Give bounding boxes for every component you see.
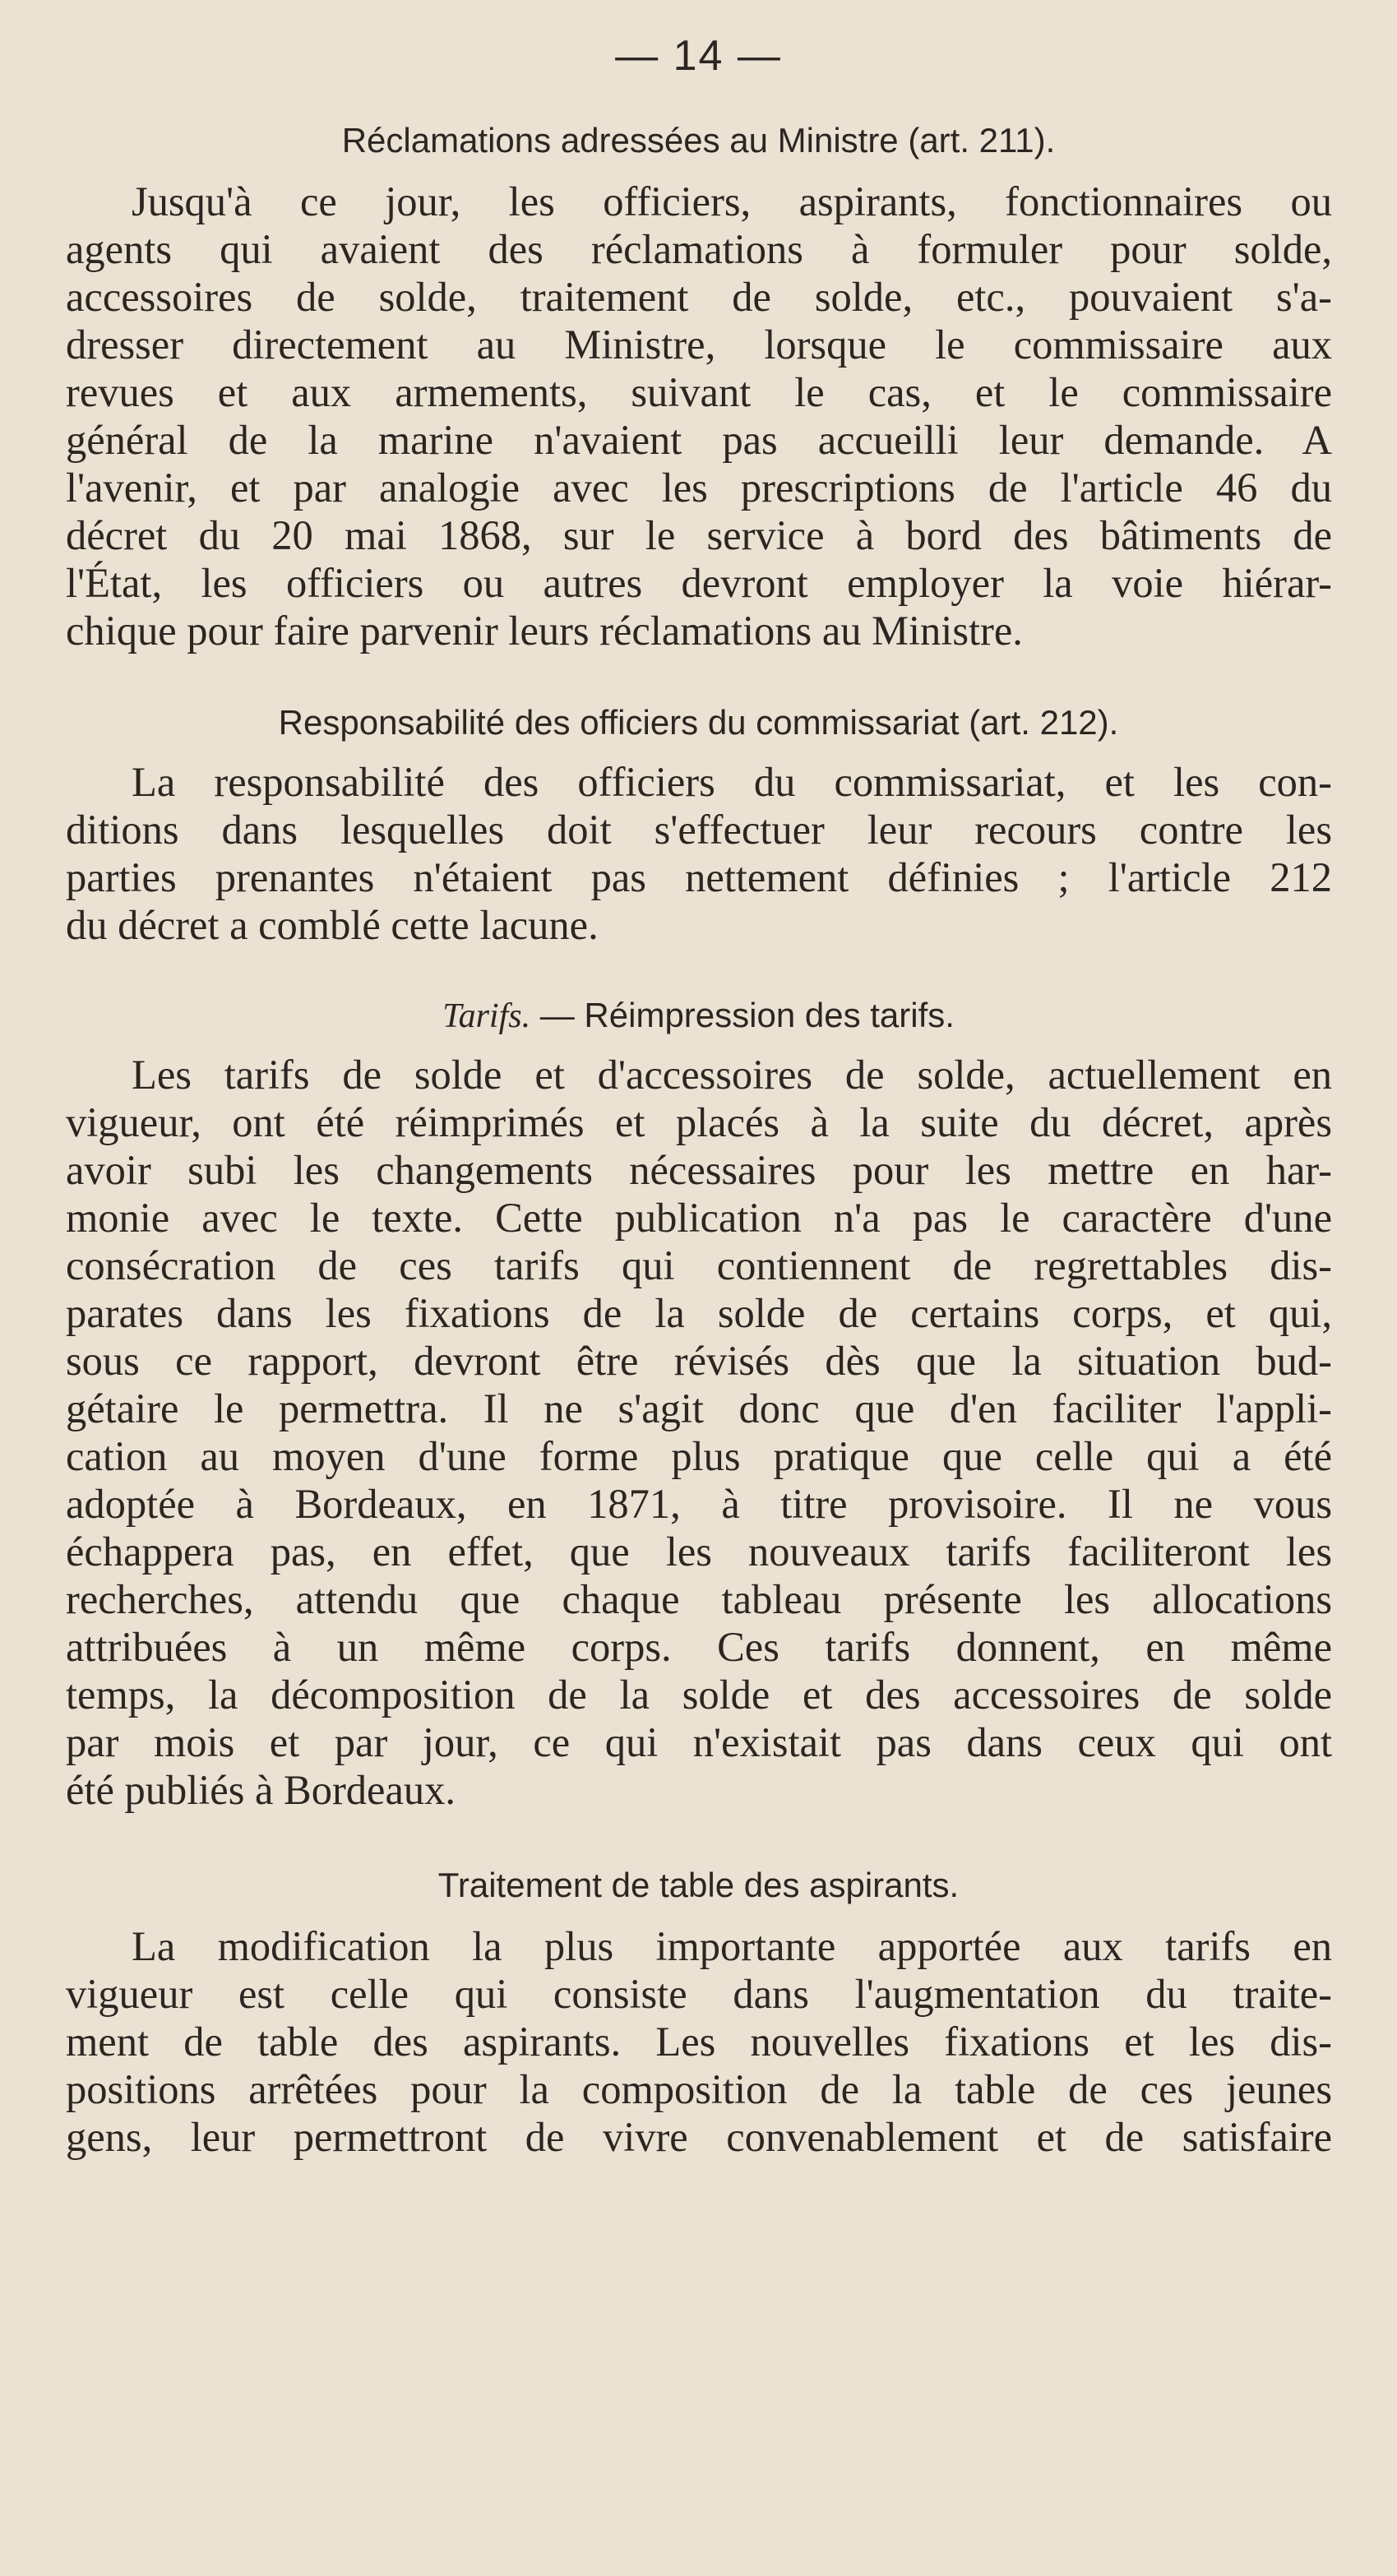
text-line: La responsabilité des officiers du commissariat, et les con- — [132, 759, 1332, 805]
text-line: vigueur, ont été réimprimés et placés à la suite du décret, après — [66, 1099, 1332, 1145]
text-line: sous ce rapport, devront être révisés dès que la situation bud- — [66, 1338, 1332, 1384]
text-line: du décret a comblé cette lacune. — [66, 902, 599, 948]
text-line: vigueur est celle qui consiste dans l'augmentation du traite- — [66, 1971, 1332, 2017]
text-line: l'État, les officiers ou autres devront employer la voie hiérar- — [66, 560, 1332, 606]
text-line: avoir subi les changements nécessaires pour les mettre en har- — [66, 1147, 1332, 1193]
text-line: revues et aux armements, suivant le cas, et le commissaire — [66, 369, 1332, 415]
text-line: cation au moyen d'une forme plus pratique que celle qui a été — [66, 1433, 1332, 1479]
text-line: gétaire le permettra. Il ne s'agit donc que d'en faciliter l'appli- — [66, 1385, 1332, 1431]
text-line: l'avenir, et par analogie avec les prescriptions de l'article 46 du — [66, 465, 1332, 511]
heading-italic-part: Tarifs. — [442, 997, 531, 1035]
text-line: recherches, attendu que chaque tableau présente les allocations — [66, 1576, 1332, 1622]
section-heading: Traitement de table des aspirants. — [437, 1866, 960, 1904]
text-line: général de la marine n'avaient pas accueilli leur demande. A — [66, 417, 1332, 463]
text-line: positions arrêtées pour la composition de la table de ces jeunes — [66, 2066, 1332, 2112]
text-line: parates dans les fixations de la solde de certains corps, et qui, — [66, 1290, 1332, 1336]
text-line: été publiés à Bordeaux. — [66, 1767, 456, 1813]
text-line: La modification la plus importante apportée aux tarifs en — [132, 1923, 1332, 1969]
heading-rest-part: — Réimpression des tarifs. — [530, 996, 955, 1034]
text-line: monie avec le texte. Cette publication n'a pas le caractère d'une — [66, 1195, 1332, 1241]
section-heading: Responsabilité des officiers du commissariat (art. 212). — [278, 703, 1119, 742]
text-line: ditions dans lesquelles doit s'effectuer leur recours contre les — [66, 807, 1332, 853]
text-line: dresser directement au Ministre, lorsque le commissaire aux — [66, 321, 1332, 368]
text-line: gens, leur permettront de vivre convenablement et de satisfaire — [66, 2114, 1332, 2160]
text-line: Jusqu'à ce jour, les officiers, aspirants, fonctionnaires ou — [132, 178, 1332, 224]
text-line: décret du 20 mai 1868, sur le service à bord des bâtiments de — [66, 512, 1332, 558]
text-line: par mois et par jour, ce qui n'existait pas dans ceux qui ont — [66, 1719, 1332, 1765]
text-line: ment de table des aspirants. Les nouvelles fixations et les dis- — [66, 2019, 1332, 2065]
text-line: parties prenantes n'étaient pas nettement définies ; l'article 212 — [66, 854, 1332, 900]
text-line: attribuées à un même corps. Ces tarifs donnent, en même — [66, 1624, 1332, 1670]
page-number: — 14 — — [615, 32, 782, 80]
text-line: temps, la décomposition de la solde et des accessoires de solde — [66, 1672, 1332, 1718]
text-line: Les tarifs de solde et d'accessoires de solde, actuellement en — [132, 1052, 1332, 1098]
section-heading: Réclamations adressées au Ministre (art. 211). — [341, 121, 1056, 160]
text-line: consécration de ces tarifs qui contiennent de regrettables dis- — [66, 1242, 1332, 1288]
text-line: accessoires de solde, traitement de solde, etc., pouvaient s'a- — [66, 274, 1332, 320]
text-line: échappera pas, en effet, que les nouveaux tarifs faciliteront les — [66, 1528, 1332, 1575]
text-line: adoptée à Bordeaux, en 1871, à titre provisoire. Il ne vous — [66, 1481, 1332, 1527]
text-line: chique pour faire parvenir leurs réclamations au Ministre. — [66, 608, 1023, 654]
section-heading — [0, 998, 1397, 1034]
text-line: agents qui avaient des réclamations à formuler pour solde, — [66, 226, 1332, 272]
